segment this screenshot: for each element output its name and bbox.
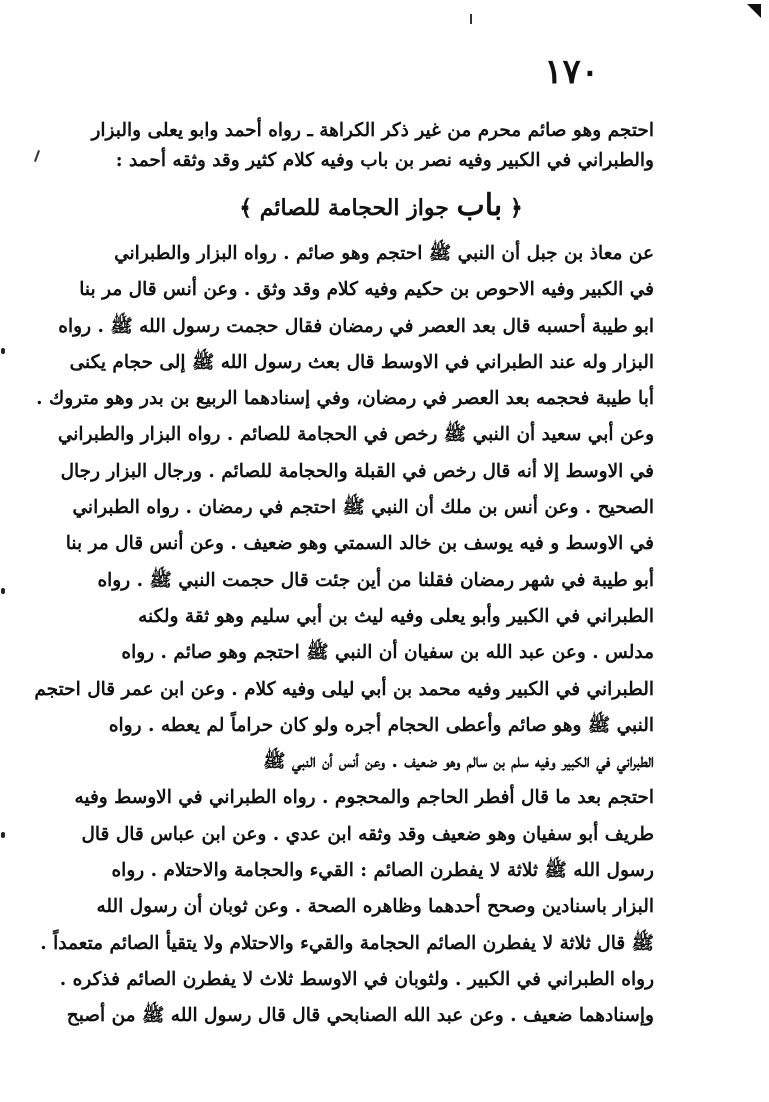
heading-title: جواز الحجامة للصائم — [259, 195, 449, 221]
body-paragraph — [34, 236, 654, 1035]
text-line: في الكبير وفيه الاحوص بن حكيم وفيه كلام وقد وثق . وعن أنس قال مر بنا — [79, 279, 654, 301]
text-line: مدلس . وعن عبد الله بن سفيان أن النبي ﷺ احتجم وهو صائم . رواه — [121, 642, 654, 664]
text-line: احتجم بعد ما قال أفطر الحاجم والمحجوم . رواه الطبراني في الاوسط وفيه — [74, 787, 654, 809]
margin-dot — [1, 832, 5, 838]
intro-paragraph — [91, 116, 654, 176]
text-line: البزار وله عند الطبراني في الاوسط قال بعث رسول الله ﷺ إلى حجام يكنى — [69, 351, 654, 373]
page-number: ١٧٠ — [544, 52, 599, 92]
page-corner-mark — [747, 4, 761, 18]
heading-close-bracket: ﴾ — [239, 195, 253, 221]
text-line: في الاوسط و فيه يوسف بن خالد السمتي وهو ضعيف . وعن أنس قال مر بنا — [65, 533, 654, 555]
text-line: الطبراني في الكبير وأبو يعلى وفيه ليث بن أبي سليم وهو ثقة ولكنه — [138, 605, 654, 627]
text-line: الطبراني في الكبير وفيه سلم بن سالم وهو ضعيف . وعن أنس أن النبي ﷺ — [263, 751, 654, 773]
text-line: رواه الطبراني في الكبير . ولثوبان في الاوسط ثلاث لا يفطرن الصائم فذكره . — [59, 968, 654, 990]
margin-dot — [1, 588, 5, 594]
text-line: ﷺ قال ثلاثة لا يفطرن الصائم الحجامة والقيء والاحتلام ولا يتقيأ الصائم متعمداً . — [40, 932, 654, 954]
heading-bab-word: باب — [456, 188, 503, 223]
heading-open-bracket: ﴿ — [509, 195, 523, 221]
text-line: النبي ﷺ وهو صائم وأعطى الحجام أجره ولو كان حراماً لم يعطه . رواه — [108, 714, 654, 736]
text-line: البزار باسنادين وصحح أحدهما وظاهره الصحة . وعن ثوبان أن رسول الله — [96, 896, 654, 918]
text-line: في الاوسط إلا أنه قال رخص في القبلة والحجامة للصائم . ورجال البزار رجال — [60, 460, 654, 482]
text-line: الطبراني في الكبير وفيه محمد بن أبي ليلى وفيه كلام . وعن ابن عمر قال احتجم — [34, 678, 654, 700]
text-line: وعن أبي سعيد أن النبي ﷺ رخص في الحجامة للصائم . رواه البزار والطبراني — [57, 424, 654, 446]
chapter-heading — [108, 188, 654, 223]
scan-mark — [470, 14, 472, 24]
scan-stroke — [34, 150, 40, 162]
text-line: أبو طيبة في شهر رمضان فقلنا من أين جئت قال حجمت النبي ﷺ . رواه — [97, 569, 654, 591]
text-line: الصحيح . وعن أنس بن ملك أن النبي ﷺ احتجم في رمضان . رواه الطبراني — [72, 497, 654, 519]
text-line: عن معاذ بن جبل أن النبي ﷺ احتجم وهو صائم . رواه البزار والطبراني — [114, 243, 654, 264]
text-line: ابو طيبة أحسبه قال بعد العصر في رمضان فقال حجمت رسول الله ﷺ . رواه — [58, 315, 654, 337]
text-line: احتجم وهو صائم محرم من غير ذكر الكراهة ـ رواه أحمد وابو يعلى والبزار — [91, 120, 654, 141]
text-line: طريف أبو سفيان وهو ضعيف وقد وثقه ابن عدي . وعن ابن عباس قال قال — [81, 823, 654, 845]
text-line: وإسنادهما ضعيف . وعن عبد الله الصنابحي قال قال رسول الله ﷺ من أصبح — [66, 1005, 654, 1027]
text-line: أبا طيبة فحجمه بعد العصر في رمضان، وفي إسنادهما الربيع بن بدر وهو متروك . — [36, 388, 654, 410]
text-line: رسول الله ﷺ ثلاثة لا يفطرن الصائم : القيء والحجامة والاحتلام . رواه — [111, 860, 654, 882]
margin-dot — [1, 348, 5, 354]
text-line: والطبراني في الكبير وفيه نصر بن باب وفيه كلام كثير وقد وثقه أحمد : — [115, 150, 654, 171]
